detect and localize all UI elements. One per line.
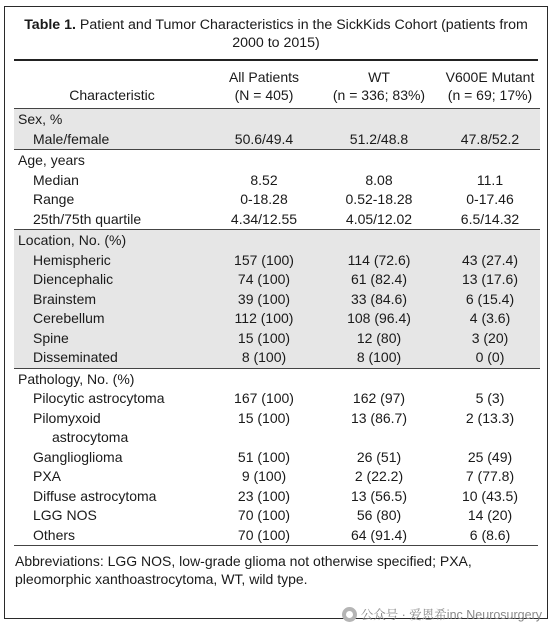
table-row bbox=[14, 448, 540, 468]
cell-v600e: 4 (3.6) bbox=[440, 309, 540, 329]
cell-all-patients: 4.34/12.55 bbox=[230, 210, 298, 227]
cell-all-patients: 112 (100) bbox=[210, 309, 318, 329]
row-label: Diencephalic bbox=[14, 270, 210, 290]
cell-all-patients: 51 (100) bbox=[237, 448, 291, 465]
table-number: Table 1. bbox=[24, 17, 76, 33]
data-table bbox=[14, 61, 540, 545]
row-label: Spine bbox=[14, 329, 210, 349]
cell-all-patients: 70 (100) bbox=[237, 507, 291, 523]
cell-wt: 64 (91.4) bbox=[350, 526, 408, 543]
row-label: Male/female bbox=[14, 130, 210, 150]
table-row bbox=[14, 130, 540, 150]
table-title bbox=[5, 7, 547, 52]
table-row bbox=[14, 210, 540, 230]
watermark-text: 公众号 · 爱恩希inc Neurosurgery bbox=[360, 608, 542, 622]
cell-wt: 4.05/12.02 bbox=[345, 210, 413, 227]
row-label: Others bbox=[33, 526, 76, 543]
table-row bbox=[14, 348, 540, 368]
table-row bbox=[14, 329, 540, 349]
cell-wt: 13 (56.5) bbox=[350, 487, 408, 504]
cell-wt: 0.52-18.28 bbox=[345, 191, 413, 207]
section-heading-row bbox=[14, 230, 540, 251]
row-label: Median bbox=[33, 171, 79, 188]
row-label: PXA bbox=[33, 468, 62, 484]
header-all-patients: All Patients (N = 405) bbox=[228, 69, 300, 103]
table-row bbox=[14, 526, 540, 546]
section-heading-row bbox=[14, 368, 540, 389]
cell-v600e: 14 (20) bbox=[467, 507, 513, 523]
cell-v600e: 6 (15.4) bbox=[440, 290, 540, 310]
cell-wt: 8.08 bbox=[365, 171, 393, 188]
cell-v600e: 2 (13.3) bbox=[465, 409, 515, 426]
cell-all-patients: 74 (100) bbox=[210, 270, 318, 290]
cell-v600e: 6.5/14.32 bbox=[460, 210, 520, 227]
row-label: Diffuse astrocytoma bbox=[33, 487, 157, 504]
cell-wt: 61 (82.4) bbox=[318, 270, 440, 290]
cell-wt: 12 (80) bbox=[318, 329, 440, 349]
cell-all-patients: 157 (100) bbox=[210, 251, 318, 271]
cell-all-patients: 15 (100) bbox=[210, 329, 318, 349]
header-wt: WT (n = 336; 83%) bbox=[332, 69, 426, 103]
cell-v600e: 43 (27.4) bbox=[440, 251, 540, 271]
cell-v600e: 10 (43.5) bbox=[461, 487, 519, 504]
cell-wt: 2 (22.2) bbox=[354, 468, 404, 484]
cell-wt: 13 (86.7) bbox=[350, 409, 408, 426]
row-label: Range bbox=[33, 191, 75, 207]
cell-v600e: 13 (17.6) bbox=[440, 270, 540, 290]
table-row bbox=[14, 190, 540, 210]
cell-wt: 56 (80) bbox=[356, 507, 402, 523]
cell-v600e: 25 (49) bbox=[467, 448, 513, 465]
table-row bbox=[14, 290, 540, 310]
footnote: Abbreviations: LGG NOS, low-grade glioma not otherwise specified; PXA, pleomorphic xanthoastrocytoma, WT, wild type. bbox=[15, 553, 472, 587]
table-row bbox=[14, 171, 540, 191]
row-label: Pilomyxoid astrocytoma bbox=[33, 409, 129, 445]
row-label: Hemispheric bbox=[14, 251, 210, 271]
cell-wt: 108 (96.4) bbox=[318, 309, 440, 329]
header-characteristic: Characteristic bbox=[69, 87, 155, 103]
cell-all-patients: 23 (100) bbox=[237, 487, 291, 504]
cell-v600e: 3 (20) bbox=[440, 329, 540, 349]
cell-v600e: 6 (8.6) bbox=[469, 526, 511, 543]
row-label: LGG NOS bbox=[33, 507, 97, 523]
cell-all-patients: 9 (100) bbox=[241, 468, 287, 484]
table-row bbox=[14, 409, 540, 448]
section-heading: Pathology, No. (%) bbox=[14, 368, 210, 389]
cell-v600e: 7 (77.8) bbox=[465, 468, 515, 484]
row-label: Disseminated bbox=[14, 348, 210, 368]
watermark bbox=[342, 605, 542, 623]
cell-all-patients: 15 (100) bbox=[237, 409, 291, 426]
header-v600e: V600E Mutant (n = 69; 17%) bbox=[445, 69, 535, 103]
cell-v600e: 0-17.46 bbox=[466, 191, 514, 207]
wechat-icon bbox=[342, 607, 357, 622]
table-row bbox=[14, 467, 540, 487]
cell-wt: 33 (84.6) bbox=[318, 290, 440, 310]
cell-wt: 162 (97) bbox=[352, 390, 406, 406]
cell-wt: 8 (100) bbox=[318, 348, 440, 368]
section-heading: Location, No. (%) bbox=[14, 230, 210, 251]
cell-all-patients: 0-18.28 bbox=[240, 191, 288, 207]
table-row bbox=[14, 270, 540, 290]
table-row bbox=[14, 487, 540, 507]
cell-v600e: 0 (0) bbox=[440, 348, 540, 368]
row-label: Cerebellum bbox=[14, 309, 210, 329]
section-heading: Sex, % bbox=[14, 109, 210, 130]
row-label: Brainstem bbox=[14, 290, 210, 310]
table-row bbox=[14, 389, 540, 409]
cell-all-patients: 8.52 bbox=[250, 171, 278, 188]
table-row bbox=[14, 251, 540, 271]
row-label: Pilocytic astrocytoma bbox=[33, 390, 165, 406]
cell-all-patients: 50.6/49.4 bbox=[210, 130, 318, 150]
cell-all-patients: 167 (100) bbox=[234, 390, 294, 406]
section-heading-row bbox=[14, 150, 540, 171]
cell-all-patients: 39 (100) bbox=[210, 290, 318, 310]
cell-wt: 26 (51) bbox=[356, 448, 402, 465]
section-heading: Age, years bbox=[14, 150, 210, 171]
cell-all-patients: 8 (100) bbox=[210, 348, 318, 368]
cell-v600e: 47.8/52.2 bbox=[440, 130, 540, 150]
section-heading-row bbox=[14, 109, 540, 130]
row-label: Ganglioglioma bbox=[33, 448, 123, 465]
table-caption: Patient and Tumor Characteristics in the SickKids Cohort (patients from 2000 to 2015) bbox=[79, 17, 528, 51]
cell-v600e: 11.1 bbox=[476, 171, 504, 188]
cell-v600e: 5 (3) bbox=[475, 390, 505, 406]
cell-wt: 114 (72.6) bbox=[318, 251, 440, 271]
row-label: 25th/75th quartile bbox=[33, 210, 142, 227]
table-frame bbox=[4, 6, 548, 619]
header-row bbox=[14, 61, 540, 109]
cell-all-patients: 70 (100) bbox=[237, 526, 291, 543]
table-row bbox=[14, 309, 540, 329]
cell-wt: 51.2/48.8 bbox=[318, 130, 440, 150]
table-body bbox=[14, 109, 540, 546]
table-row bbox=[14, 506, 540, 526]
